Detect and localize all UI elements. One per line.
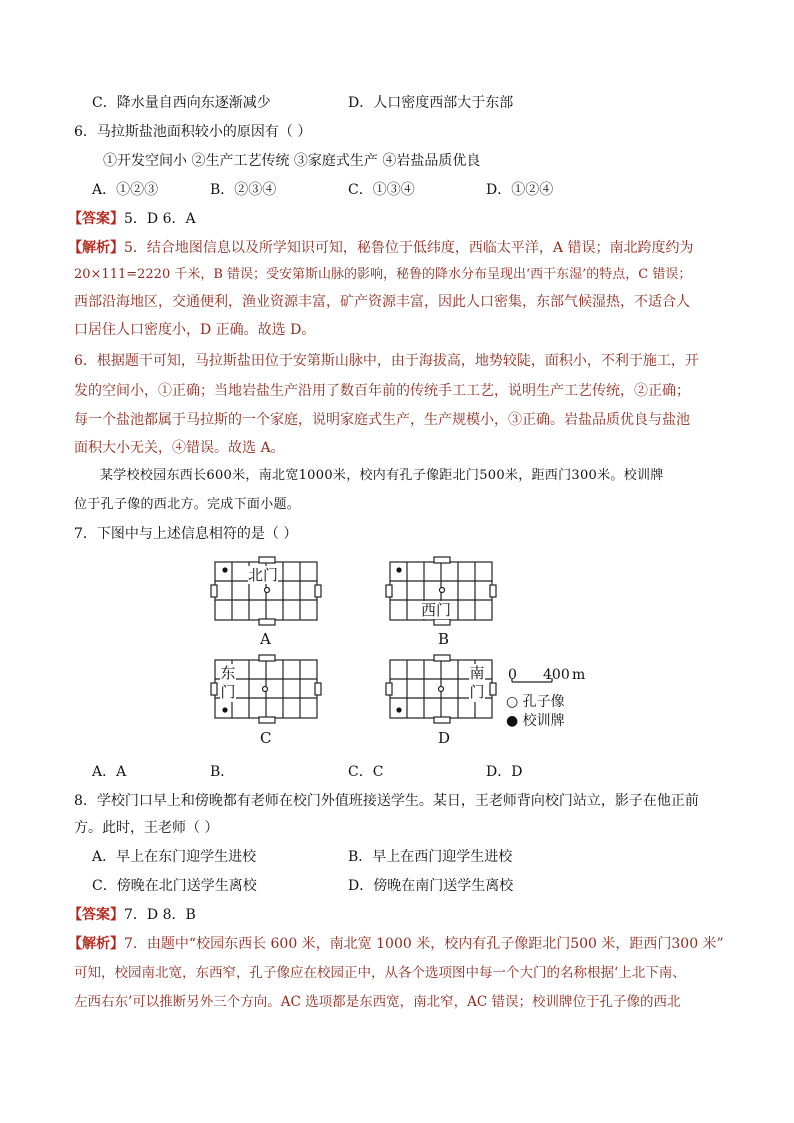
answer-tag: 【答案】 <box>68 907 124 923</box>
map-a-letter: A <box>260 630 271 648</box>
explanation-1-line-6: 发的空间小，①正确；当地岩盐生产沿用了数百年前的传统手工工艺，说明生产工艺传统，②正确； <box>74 383 690 399</box>
q8-stem-line-2: 方。此时，王老师（ ） <box>74 820 219 836</box>
q7-option-b: B． <box>210 764 235 780</box>
explanation-tag: 【解析】 <box>68 240 124 256</box>
q8-option-b: B．早上在西门迎学生进校 <box>348 849 513 865</box>
explanation-1-line-1 <box>68 238 693 258</box>
explanation-tag: 【解析】 <box>68 936 124 952</box>
q5-option-c: C．降水量自西向东逐渐减少 <box>92 95 271 111</box>
explanation-2-line-1 <box>68 934 724 954</box>
q8-option-c: C．傍晚在北门送学生离校 <box>92 878 257 894</box>
explanation-2-line-3: 左西右东’可以推断另外三个方向。AC 选项都是东西宽，南北窄，AC 错误；校训牌位于孔子像的西北 <box>74 994 681 1010</box>
map-c-letter: C <box>260 729 272 747</box>
answer-block-2 <box>68 905 196 925</box>
map-b-letter: B <box>438 630 450 648</box>
q5-option-d: D．人口密度西部大于东部 <box>348 95 514 111</box>
q6-option-c: C．①③④ <box>348 182 415 198</box>
legend-statue: ○ 孔子像 <box>506 694 565 710</box>
passage-line-1: 某学校校园东西长600米，南北宽1000米，校内有孔子像距北门500米，距西门300米。校训牌 <box>100 468 664 483</box>
q7-option-c: C．C <box>348 764 384 780</box>
explanation-1-line-4: 口居住人口密度小，D 正确。故选 D。 <box>74 322 316 338</box>
q7-stem: 7．下图中与上述信息相符的是（ ） <box>74 526 298 542</box>
explanation-1-line-3: 西部沿海地区，交通便利，渔业资源丰富，矿产资源丰富，因此人口密集，东部气候湿热，不适合人 <box>74 294 690 310</box>
answer-text: 5．D 6．A <box>124 211 196 227</box>
q6-option-d: D．①②④ <box>486 182 554 198</box>
answer-tag: 【答案】 <box>68 211 124 227</box>
legend-sign: ● 校训牌 <box>506 713 565 729</box>
map-a-gate-label: 北门 <box>248 566 279 584</box>
explanation-1-line-7: 每一个盐池都属于马拉斯的一个家庭，说明家庭式生产，生产规模小，③正确。岩盐品质优良与盐池 <box>74 412 690 428</box>
q6-items: ①开发空间小 ②生产工艺传统 ③家庭式生产 ④岩盐品质优良 <box>103 153 481 169</box>
q7-option-a: A．A <box>92 764 127 780</box>
map-d-gate-label: 南门 <box>469 664 485 701</box>
explanation-1-line-2: 20×111=2220 千米，B 错误；受安第斯山脉的影响，秘鲁的降水分布呈现出‘西干东湿’的特点，C 错误； <box>74 267 692 282</box>
explanation-1-line-8: 面积大小无关，④错误。故选 A。 <box>74 440 285 456</box>
q8-stem-line-1: 8．学校门口早上和傍晚都有老师在校门外值班接送学生。某日，王老师背向校门站立，影子在他正前 <box>74 793 699 809</box>
scale-zero: 0 <box>508 667 517 683</box>
scale-value: 400 <box>543 667 570 683</box>
answer-block-1 <box>68 209 196 229</box>
answer-text: 7．D 8．B <box>124 907 196 923</box>
q8-option-d: D．傍晚在南门送学生离校 <box>348 878 514 894</box>
explanation-text: 5．结合地图信息以及所学知识可知，秘鲁位于低纬度，西临太平洋，A 错误；南北跨度约为 <box>124 240 694 256</box>
q8-option-a: A．早上在东门迎学生进校 <box>92 849 257 865</box>
explanation-1-line-5: 6．根据题干可知，马拉斯盐田位于安第斯山脉中，由于海拔高，地势较陡，面积小，不利于施工，开 <box>74 353 699 369</box>
q6-option-a: A．①②③ <box>92 182 159 198</box>
passage-line-2: 位于孔子像的西北方。完成下面小题。 <box>74 497 301 512</box>
explanation-2-line-2: 可知，校园南北宽，东西窄，孔子像应在校园正中，从各个选项图中每一个大门的名称根据‘上北下南、 <box>74 965 686 981</box>
explanation-text: 7．由题中“校园东西长 600 米，南北宽 1000 米，校内有孔子像距北门500 米，距西门300 米” <box>124 936 724 952</box>
q6-stem: 6．马拉斯盐池面积较小的原因有（ ） <box>74 124 312 140</box>
map-b-gate-label: 西门 <box>421 601 452 619</box>
q6-option-b: B．②③④ <box>210 182 277 198</box>
scale-unit: m <box>572 667 586 683</box>
q7-option-d: D．D <box>486 764 523 780</box>
map-d-letter: D <box>438 729 451 747</box>
map-c-gate-label: 东门 <box>220 664 236 701</box>
